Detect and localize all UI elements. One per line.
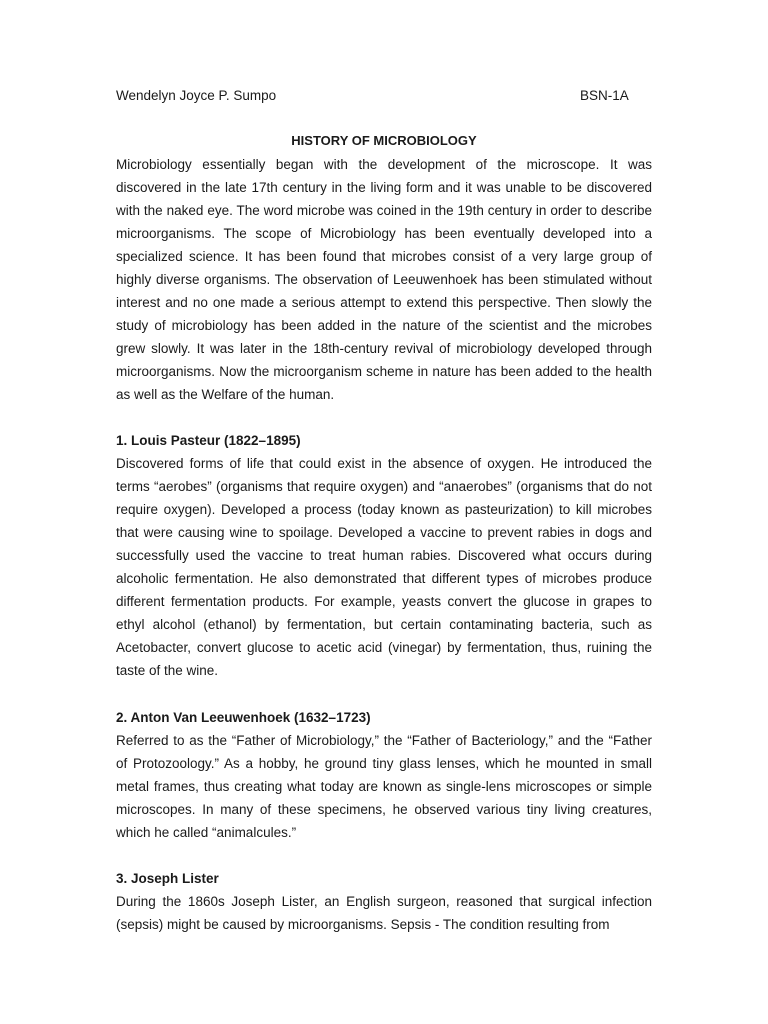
- intro-paragraph: Microbiology essentially began with the development of the microscope. It was discovered in the late 17th century in the living form and it was unable to be discovered with the naked eye. The word microbe was coined in the 19th century in order to describe microorganisms. The scope of Microbiology has been eventually developed into a specialized science. It has been found that microbes consist of a very large group of highly diverse organisms. The observation of Leeuwenhoek has been stimulated without interest and no one made a serious attempt to extend this perspective. Then slowly the study of microbiology has been added in the nature of the scientist and the microbes grew slowly. It was later in the 18th-century revival of microbiology developed through microorganisms. Now the microorganism scheme in nature has been added to the health as well as the Welfare of the human.: [116, 157, 652, 402]
- section-body-pasteur: Discovered forms of life that could exist in the absence of oxygen. He introduced the terms “aerobes” (organisms that require oxygen) and “anaerobes” (organisms that do not require oxygen). Developed a process (today known as pasteurization) to kill microbes that were causing wine to spoilage. Developed a vaccine to prevent rabies in dogs and successfully used the vaccine to treat human rabies. Discovered what occurs during alcoholic fermentation. He also demonstrated that different types of microbes produce different fermentation products. For example, yeasts convert the glucose in grapes to ethyl alcohol (ethanol) by fermentation, but certain contaminating bacteria, such as Acetobacter, convert glucose to acetic acid (vinegar) by fermentation, thus, ruining the taste of the wine.: [116, 456, 652, 678]
- section-heading-pasteur: 1. Louis Pasteur (1822–1895): [116, 433, 301, 448]
- section-heading-lister: 3. Joseph Lister: [116, 871, 219, 886]
- section-heading-leeuwenhoek: 2. Anton Van Leeuwenhoek (1632–1723): [116, 710, 371, 725]
- author-name: Wendelyn Joyce P. Sumpo: [116, 88, 277, 103]
- section-body-lister: During the 1860s Joseph Lister, an English surgeon, reasoned that surgical infection (sepsis) might be caused by microorganisms. Sepsis - The condition resulting from: [116, 894, 652, 932]
- document-header: [116, 86, 652, 106]
- course-section: BSN-1A: [580, 88, 629, 103]
- document-title: HISTORY OF MICROBIOLOGY: [291, 133, 477, 148]
- section-body-leeuwenhoek: Referred to as the “Father of Microbiology,” the “Father of Bacteriology,” and the “Father of Protozoology.” As a hobby, he ground tiny glass lenses, which he mounted in small metal frames, thus creating what today are known as single-lens microscopes or simple microscopes. In many of these specimens, he observed various tiny living creatures, which he called “animalcules.”: [116, 733, 652, 840]
